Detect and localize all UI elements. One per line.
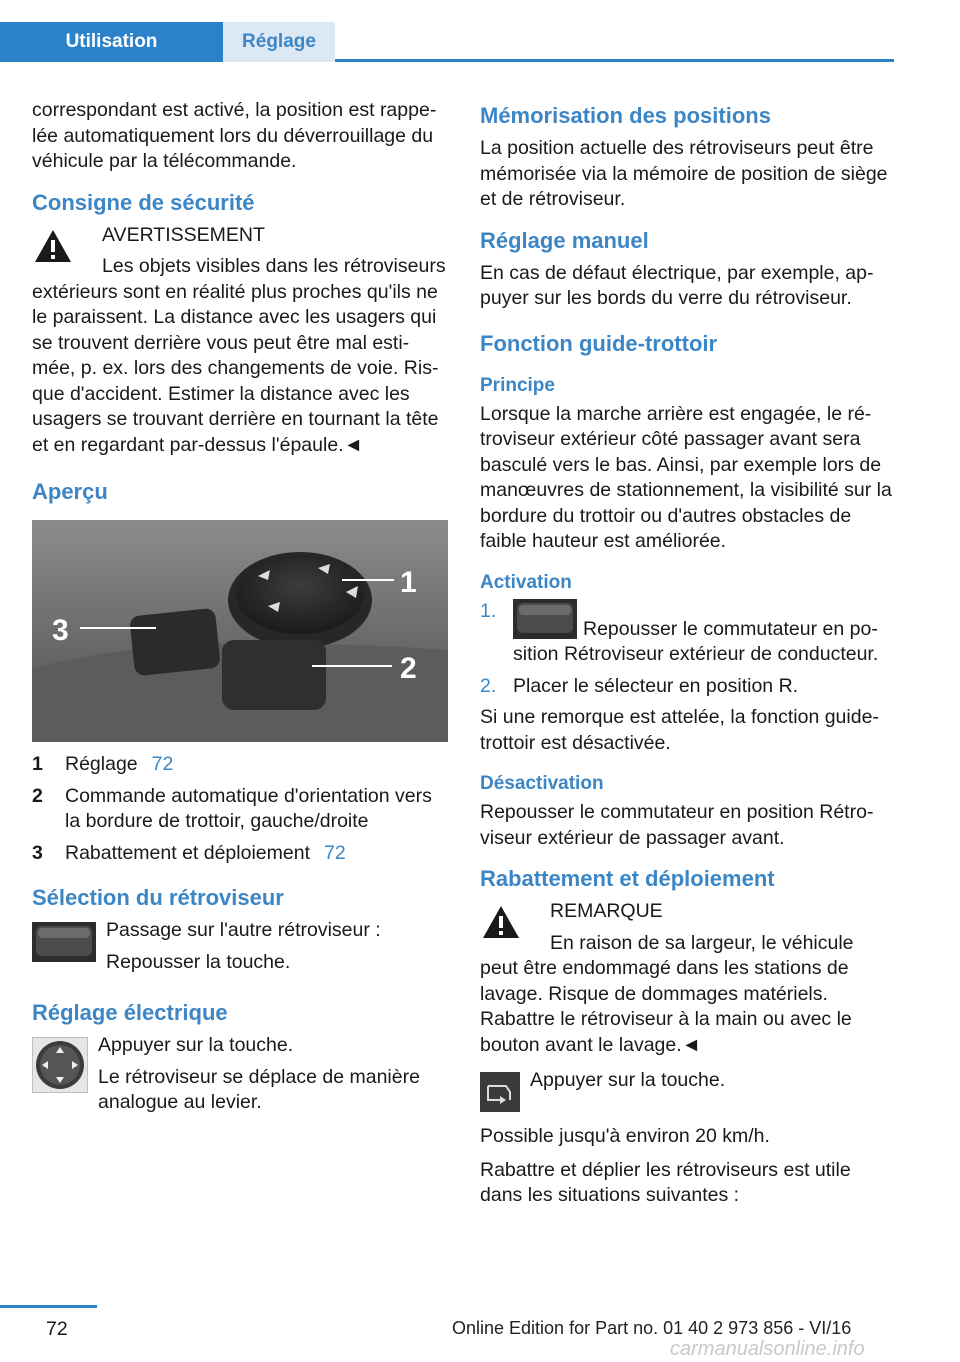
note-block: [480, 899, 896, 1058]
manual-adjust-text: En cas de défaut électrique, par exemple, ap-puyer sur les bords du verre du rétroviseur.: [480, 261, 874, 309]
curb-function-heading: Fonction guide-trottoir: [480, 330, 718, 356]
step-number: 2.: [480, 674, 497, 697]
page-number: 72: [46, 1318, 68, 1340]
press-button-text: Appuyer sur la touche.: [530, 1069, 726, 1091]
safety-heading: Consigne de sécurité: [32, 189, 255, 215]
warning-triangle-icon: [482, 905, 520, 939]
deactivation-heading: Désactivation: [480, 773, 604, 794]
memorize-heading: Mémorisation des positions: [480, 103, 771, 128]
legend-text: Rabattement et déploiement: [65, 841, 310, 864]
page-reference-link[interactable]: 72: [151, 753, 174, 775]
legend-item: [32, 752, 448, 778]
note-title: REMARQUE: [550, 900, 663, 922]
legend-item: [32, 841, 448, 867]
note-text: En raison de sa largeur, le véhicule peut être endommagé dans les stations de lavage. Risque de dommages matériels. Rabattre le rétroviseur à la main ou avec le bouton avant le lavage.◄: [480, 931, 854, 1056]
trailer-text: Si une remorque est attelée, la fonction guide-trottoir est désactivée.: [480, 706, 879, 754]
photo-label-3: 3: [52, 614, 69, 647]
select-mirror-heading: Sélection du rétroviseur: [32, 885, 284, 910]
step-item: [480, 674, 896, 700]
page-reference-link[interactable]: 72: [324, 841, 346, 864]
photo-label-1: 1: [400, 566, 417, 599]
legend-number: 3: [32, 841, 43, 864]
tab-utilisation[interactable]: Utilisation: [0, 22, 223, 62]
tab-reglage[interactable]: Réglage: [223, 22, 335, 62]
warning-triangle-icon: [34, 229, 72, 263]
warning-text: Les objets visibles dans les rétroviseurs extérieurs sont en réalité plus proches qu'ils ne le paraissent. La distance avec les usagers qui se trouvent derrière vous peut être mal esti-mée, p. ex. lors des changements de voie. Ris-que d'accident. Estimer la distance avec les usagers se trouvant derrière en tournant la tête et en regardant par-dessus l'épaule.◄: [32, 255, 446, 456]
deactivation-text: Repousser le commutateur en position Rétro-viseur extérieur de passager avant.: [480, 801, 874, 849]
mirror-control-photo: [32, 520, 448, 742]
principle-heading: Principe: [480, 374, 555, 396]
electric-adjust-line2: Le rétroviseur se déplace de manière analogue au levier.: [98, 1065, 420, 1113]
footer-accent-line: [0, 1305, 97, 1308]
step-number: 1.: [480, 599, 497, 622]
fold-heading: Rabattement et déploiement: [480, 866, 775, 891]
step-text: Placer le sélecteur en position R.: [513, 674, 799, 697]
mirror-control-illustration: [32, 520, 448, 742]
warning-block: [32, 223, 450, 459]
footer-edition: Online Edition for Part no. 01 40 2 973 856 - VI/16: [452, 1318, 852, 1338]
mirror-selector-switch-icon: [513, 599, 577, 639]
fold-button-block: [480, 1068, 896, 1118]
electric-adjust-line1: Appuyer sur la touche.: [98, 1034, 294, 1056]
warning-title: AVERTISSEMENT: [102, 223, 265, 246]
step-text: Repousser le commutateur en po-sition Rétroviseur extérieur de conducteur.: [513, 617, 879, 665]
manual-adjust-heading: Réglage manuel: [480, 227, 649, 253]
select-mirror-block: [32, 918, 450, 981]
left-column: [32, 98, 450, 1128]
useful-situations-text: Rabattre et déplier les rétroviseurs est utile dans les situations suivantes :: [480, 1158, 851, 1206]
intro-paragraph: correspondant est activé, la position est rappe-lée automatiquement lors du déverrouillage du véhicule par la télécommande.: [32, 99, 437, 172]
select-mirror-line2: Repousser la touche.: [106, 950, 291, 973]
overview-heading: Aperçu: [32, 479, 108, 504]
step-item: [480, 599, 896, 668]
right-column: [480, 98, 896, 1217]
watermark: carmanualsonline.info: [670, 1338, 865, 1360]
activation-steps: [480, 599, 896, 700]
legend-item: [32, 784, 448, 835]
legend-number: 1: [32, 753, 43, 775]
mirror-fold-button-icon: [480, 1072, 520, 1112]
legend-text: Réglage: [65, 753, 138, 775]
electric-adjust-heading: Réglage électrique: [32, 1000, 228, 1025]
speed-limit-text: Possible jusqu'à environ 20 km/h.: [480, 1125, 770, 1147]
photo-legend: [32, 752, 448, 866]
mirror-selector-switch-icon: [32, 922, 96, 962]
legend-text: Commande automatique d'orientation vers la bordure de trottoir, gauche/droite: [65, 784, 432, 832]
photo-label-2: 2: [400, 652, 417, 685]
legend-number: 2: [32, 784, 43, 807]
memorize-text: La position actuelle des rétroviseurs peut être mémorisée via la mémoire de position de siège et de rétroviseur.: [480, 137, 888, 210]
select-mirror-line1: Passage sur l'autre rétroviseur :: [106, 919, 381, 941]
mirror-joystick-icon: [32, 1037, 88, 1093]
header-tabs: [0, 22, 894, 62]
principle-text: Lorsque la marche arrière est engagée, le ré-troviseur extérieur côté passager avant sera basculé vers le bas. Ainsi, par exemple lors de manœuvres de stationnement, la visibilité sur la bordure du trottoir ou d'autres obstacles de faible hauteur est améliorée.: [480, 402, 892, 552]
activation-heading: Activation: [480, 571, 572, 593]
electric-adjust-block: [32, 1033, 450, 1122]
